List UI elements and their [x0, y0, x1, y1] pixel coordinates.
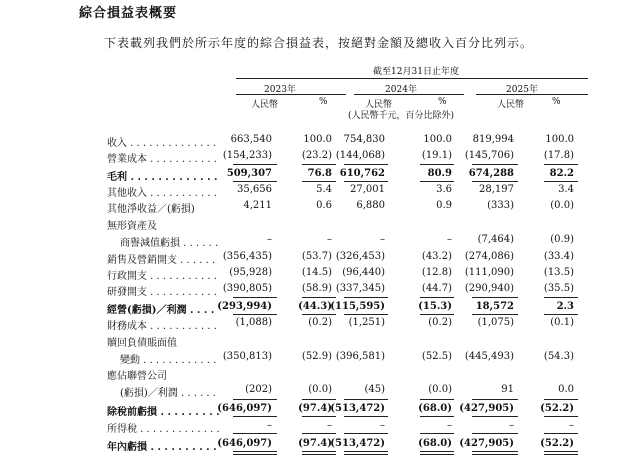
subtotal-rule — [472, 416, 518, 417]
rmb-header: 人民幣 — [365, 100, 393, 110]
row-label-text: 毛利 — [107, 172, 127, 183]
row-value: 27,001 — [350, 184, 385, 195]
row-value: (0.2) — [308, 317, 332, 328]
row-value: 754,830 — [343, 134, 385, 145]
row-label — [120, 384, 216, 399]
row-value: (52.2) — [540, 403, 574, 414]
row-value: (43.2) — [421, 251, 452, 262]
row-value: 18,572 — [475, 301, 514, 312]
subtotal-rule — [420, 164, 454, 165]
row-value: – — [380, 420, 385, 431]
row-value: (54.3) — [543, 351, 574, 362]
row-value: 91 — [501, 384, 514, 395]
subtotal-rule — [420, 181, 454, 182]
row-value: 3.4 — [558, 184, 574, 195]
row-value: (350,813) — [222, 351, 272, 362]
intro-paragraph: 下表載列我們於所示年度的綜合損益表，按絕對金額及總收入百分比列示。 — [104, 36, 534, 50]
row-label — [120, 351, 216, 366]
row-value: (68.0) — [418, 438, 452, 449]
subtotal-rule — [544, 314, 578, 315]
row-value: (445,493) — [464, 351, 514, 362]
period-rule — [236, 78, 588, 79]
total-double-rule — [233, 454, 277, 455]
subtotal-rule — [344, 181, 388, 182]
total-double-rule — [344, 451, 388, 452]
subtotal-rule — [420, 433, 454, 434]
row-value: – — [447, 420, 452, 431]
subtotal-rule — [544, 297, 578, 298]
subtotal-rule — [472, 164, 518, 165]
rmb-header: 人民幣 — [251, 100, 279, 110]
total-double-rule — [302, 454, 336, 455]
row-label — [107, 317, 217, 332]
subtotal-rule — [302, 399, 336, 400]
row-value: (337,345) — [335, 283, 385, 294]
subtotal-rule — [544, 181, 578, 182]
row-label — [120, 234, 218, 249]
row-value: – — [447, 234, 452, 245]
subtotal-rule — [472, 297, 518, 298]
row-value: (0.0) — [428, 384, 452, 395]
row-label-text: 商譽減值虧損 — [120, 238, 180, 249]
row-value: (52.9) — [301, 351, 332, 362]
subtotal-rule — [302, 314, 336, 315]
total-double-rule — [302, 451, 336, 452]
row-label — [107, 150, 217, 165]
total-double-rule — [544, 454, 578, 455]
row-value: (154,233) — [222, 150, 272, 161]
row-value: 610,762 — [339, 168, 385, 179]
row-value: 663,540 — [230, 134, 272, 145]
leader-dots: . . . . . . . . . . . . . — [137, 424, 220, 435]
row-value: (396,581) — [335, 351, 385, 362]
row-value: (97.4) — [298, 438, 332, 449]
row-value: 2.3 — [556, 301, 574, 312]
subtotal-rule — [420, 314, 454, 315]
row-label — [107, 200, 195, 215]
subtotal-rule — [420, 416, 454, 417]
row-label-text: 無形資產及 — [107, 221, 157, 232]
row-value: 0.6 — [316, 200, 332, 211]
year-header: 2025年 — [506, 85, 538, 95]
leader-dots: . . . . — [186, 305, 215, 316]
row-value: (274,086) — [464, 251, 514, 262]
row-value: (12.8) — [421, 267, 452, 278]
row-value: (513,472) — [330, 438, 385, 449]
percent-header: % — [552, 97, 561, 107]
row-value: (646,097) — [217, 403, 272, 414]
subtotal-rule — [233, 297, 277, 298]
subtotal-rule — [544, 433, 578, 434]
row-value: 80.9 — [427, 168, 452, 179]
row-value: (356,435) — [222, 251, 272, 262]
subtotal-rule — [544, 416, 578, 417]
row-value: (33.4) — [543, 251, 574, 262]
subtotal-rule — [420, 399, 454, 400]
row-value: 6,880 — [356, 200, 385, 211]
row-value: – — [509, 420, 514, 431]
subtotal-rule — [344, 297, 388, 298]
row-value: 100.0 — [303, 134, 332, 145]
subtotal-rule — [302, 433, 336, 434]
subtotal-rule — [472, 433, 518, 434]
total-double-rule — [472, 451, 518, 452]
row-value: (1,251) — [348, 317, 385, 328]
row-value: 35,656 — [237, 184, 272, 195]
row-value: 82.2 — [549, 168, 574, 179]
row-label — [107, 217, 157, 232]
row-label-text: 營業成本 — [107, 154, 147, 165]
row-label-text: 研發開支 — [107, 287, 147, 298]
leader-dots: . . . . . . — [177, 255, 216, 266]
leader-dots: . . . . . . . . . . . . . — [127, 172, 218, 183]
row-value: (1,088) — [235, 317, 272, 328]
unit-note: (人民幣千元，百分比除外) — [347, 111, 455, 121]
row-label-text: 變動 — [120, 355, 140, 366]
row-value: (44.7) — [421, 283, 452, 294]
row-label-text: 其他收入 — [107, 188, 147, 199]
row-value: (0.1) — [550, 317, 574, 328]
row-label — [107, 267, 217, 282]
total-double-rule — [233, 451, 277, 452]
row-label — [107, 301, 214, 316]
row-label — [107, 438, 217, 453]
subtotal-rule — [472, 314, 518, 315]
subtotal-rule — [472, 399, 518, 400]
subtotal-rule — [544, 164, 578, 165]
subtotal-rule — [233, 433, 277, 434]
row-value: (144,068) — [335, 150, 385, 161]
total-double-rule — [472, 454, 518, 455]
row-value: (646,097) — [217, 438, 272, 449]
row-value: 674,288 — [468, 168, 514, 179]
row-value: (68.0) — [418, 403, 452, 414]
row-label — [107, 251, 215, 266]
row-label-text: 行政開支 — [107, 271, 147, 282]
row-value: 28,197 — [479, 184, 514, 195]
row-label-text: 年內虧損 — [107, 442, 147, 453]
row-value: (53.7) — [301, 251, 332, 262]
row-label — [107, 184, 217, 199]
row-value: (14.5) — [301, 267, 332, 278]
row-value: (7,464) — [477, 234, 514, 245]
row-label — [107, 168, 218, 183]
year-header: 2024年 — [385, 85, 417, 95]
row-label — [107, 283, 217, 298]
total-double-rule — [420, 451, 454, 452]
row-value: (333) — [487, 200, 514, 211]
row-label — [107, 367, 167, 382]
year-rule — [236, 94, 346, 95]
row-value: (290,940) — [464, 283, 514, 294]
leader-dots: . . . . . . . . . — [157, 407, 220, 418]
row-value: 3.6 — [436, 184, 452, 195]
row-label-text: 其他淨收益／(虧損) — [107, 204, 195, 215]
leader-dots: . . . . . . . . . . . . . . — [127, 138, 217, 149]
row-value: – — [380, 234, 385, 245]
leader-dots: . . . . . . . . . . . — [147, 321, 217, 332]
row-value: (35.5) — [543, 283, 574, 294]
subtotal-rule — [472, 181, 518, 182]
subtotal-rule — [233, 399, 277, 400]
leader-dots: . . . . . . . . . . . — [147, 154, 217, 165]
subtotal-rule — [302, 416, 336, 417]
row-value: (52.2) — [540, 438, 574, 449]
row-label-text: 除稅前虧損 — [107, 407, 157, 418]
row-value: (52.5) — [421, 351, 452, 362]
subtotal-rule — [233, 164, 277, 165]
row-value: – — [569, 420, 574, 431]
row-value: 0.0 — [558, 384, 574, 395]
row-value: (427,905) — [459, 403, 514, 414]
percent-header: % — [319, 97, 328, 107]
row-value: (1,075) — [477, 317, 514, 328]
row-label — [107, 134, 216, 149]
row-label-text: 贖回負債賬面值 — [107, 338, 177, 349]
subtotal-rule — [344, 433, 388, 434]
leader-dots: . . . . . . . . . . . . — [140, 355, 217, 366]
row-label — [107, 334, 177, 349]
leader-dots: . . . . . . . . . . . — [147, 287, 217, 298]
subtotal-rule — [302, 181, 336, 182]
rmb-header: 人民幣 — [497, 100, 525, 110]
row-value: (427,905) — [459, 438, 514, 449]
row-label-text: 經營(虧損)／利潤 — [107, 305, 187, 316]
row-value: (95,928) — [229, 267, 272, 278]
row-value: (23.2) — [301, 150, 332, 161]
row-value: (115,595) — [330, 301, 385, 312]
total-double-rule — [420, 454, 454, 455]
row-label — [107, 403, 220, 418]
year-header: 2023年 — [264, 85, 296, 95]
row-value: (293,994) — [217, 301, 272, 312]
total-double-rule — [344, 454, 388, 455]
row-value: (13.5) — [543, 267, 574, 278]
row-value: 0.9 — [436, 200, 452, 211]
period-header: 截至12月31日止年度 — [373, 67, 459, 77]
row-value: – — [267, 234, 272, 245]
row-value: – — [327, 420, 332, 431]
row-value: 509,307 — [226, 168, 272, 179]
total-double-rule — [544, 451, 578, 452]
row-label-text: 銷售及營銷開支 — [107, 255, 177, 266]
row-value: (45) — [364, 384, 385, 395]
row-value: (145,706) — [464, 150, 514, 161]
row-value: (17.8) — [543, 150, 574, 161]
subtotal-rule — [344, 416, 388, 417]
row-value: (0.2) — [428, 317, 452, 328]
row-value: (0.9) — [550, 234, 574, 245]
leader-dots: . . . . . . — [177, 388, 216, 399]
leader-dots: . . . . . . — [180, 238, 219, 249]
leader-dots: . . . . . . . . . . . — [147, 188, 217, 199]
row-value: (15.3) — [418, 301, 452, 312]
year-rule — [354, 94, 464, 95]
subtotal-rule — [302, 164, 336, 165]
row-value: – — [267, 420, 272, 431]
subtotal-rule — [344, 399, 388, 400]
row-label-text: (虧損)／利潤 — [120, 388, 178, 399]
row-value: 5.4 — [316, 184, 332, 195]
row-label-text: 財務成本 — [107, 321, 147, 332]
row-label-text: 收入 — [107, 138, 127, 149]
row-value: – — [327, 234, 332, 245]
row-value: (58.9) — [301, 283, 332, 294]
row-value: 819,994 — [472, 134, 514, 145]
subtotal-rule — [302, 297, 336, 298]
row-label-text: 應佔聯營公司 — [107, 371, 167, 382]
row-label — [107, 420, 220, 435]
row-value: (0.0) — [550, 200, 574, 211]
row-value: 4,211 — [243, 200, 272, 211]
row-value: (390,805) — [222, 283, 272, 294]
row-value: 100.0 — [545, 134, 574, 145]
row-value: (513,472) — [330, 403, 385, 414]
leader-dots: . . . . . . . . . . — [147, 442, 217, 453]
section-heading: 綜合損益表概要 — [79, 6, 178, 21]
percent-header: % — [438, 97, 447, 107]
row-value: 100.0 — [423, 134, 452, 145]
leader-dots: . . . . . . . . . . . — [147, 271, 217, 282]
subtotal-rule — [344, 314, 388, 315]
row-value: (326,453) — [335, 251, 385, 262]
subtotal-rule — [544, 399, 578, 400]
subtotal-rule — [233, 314, 277, 315]
subtotal-rule — [420, 297, 454, 298]
year-rule — [476, 94, 588, 95]
row-value: (97.4) — [298, 403, 332, 414]
row-value: (44.3) — [298, 301, 332, 312]
row-value: (19.1) — [421, 150, 452, 161]
subtotal-rule — [233, 416, 277, 417]
row-value: 76.8 — [307, 168, 332, 179]
row-value: (202) — [245, 384, 272, 395]
subtotal-rule — [344, 164, 388, 165]
subtotal-rule — [233, 181, 277, 182]
row-value: (96,440) — [342, 267, 385, 278]
row-label-text: 所得稅 — [107, 424, 137, 435]
row-value: (111,090) — [464, 267, 514, 278]
row-value: (0.0) — [308, 384, 332, 395]
